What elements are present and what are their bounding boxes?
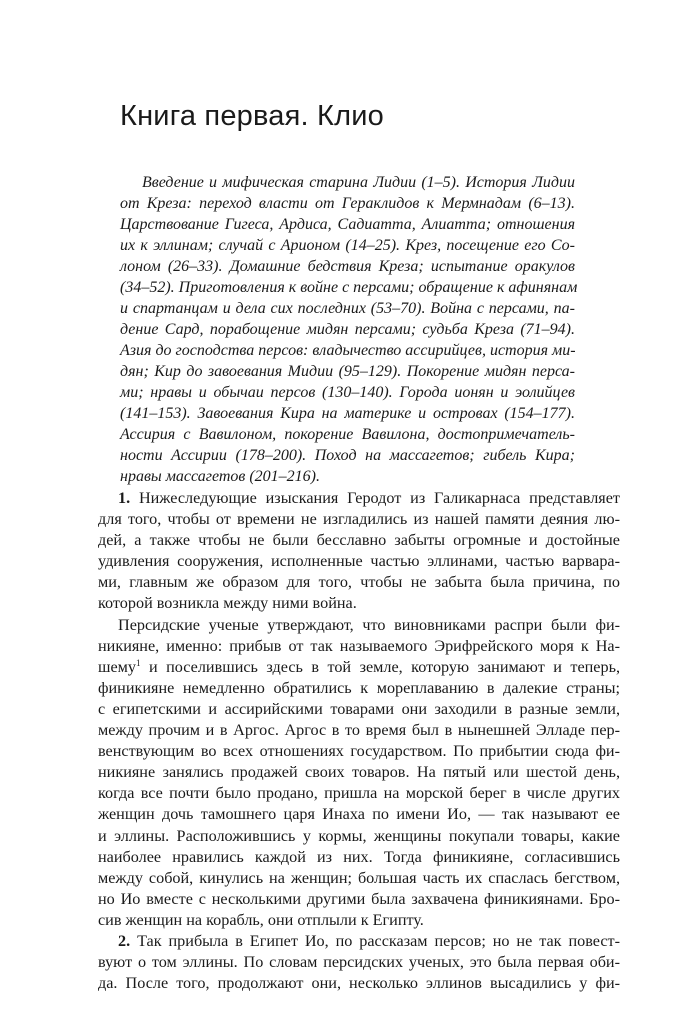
summary-line: дян; Кир до завоевания Мидии (95–129). Покорение мидян перса- — [120, 363, 575, 380]
paragraph-1b-line: шему$^1$ и поселившись здесь в той земле, которую занимают и теперь, — [98, 657, 620, 676]
summary-line: их к эллинам; случай с Арионом (14–25). Крез, посещение его Со- — [120, 237, 575, 254]
paragraph-1-line: удивления сооружения, исполненные частью эллинами, частью варвара- — [98, 552, 620, 571]
summary-line: от Креза: переход власти от Гераклидов к Мермнадам (6–13). — [120, 195, 575, 212]
paragraph-1b-line: никияне занялись продажей своих товаров. На пятый или шестой день, — [98, 763, 620, 782]
summary-line: лоном (26–33). Домашние бедствия Креза; испытание оракулов — [120, 258, 575, 275]
paragraph-1b-line: и эллины. Расположившись у кормы, женщины покупали товары, какие — [98, 826, 620, 845]
paragraph-1b-line: между собой, кинулись на женщин; большая часть их спаслась бегством, — [98, 868, 620, 887]
paragraph-1b-line: с египетскими и ассирийскими товарами они заходили в разные земли, — [98, 699, 620, 718]
page-title: Книга первая. Клио — [120, 100, 384, 132]
paragraph-1b-line: когда все почти было продано, пришла на морской берег в числе других — [98, 784, 620, 803]
summary-line: нравы массагетов (201–216). — [120, 468, 321, 485]
paragraph-2-line: 2. Так прибыла в Египет Ио, по рассказам персов; но не так повест- — [118, 931, 620, 950]
summary-line: Азия до господства персов: владычество ассирийцев, история ми- — [120, 342, 576, 359]
paragraph-1b-line: венствующим во всех отношениях государством. По прибытии сюда фи- — [98, 742, 620, 761]
paragraph-2-line: вуют о том эллины. По словам персидских ученых, это была первая оби- — [98, 953, 620, 972]
paragraph-1b-line: сив женщин на корабль, они отплыли к Египту. — [98, 910, 424, 929]
chapter-summary — [120, 172, 578, 487]
paragraph-number: 1. — [118, 489, 131, 507]
paragraph-1b-line: женщин дочь тамошнего царя Инаха по имени Ио, — так называют ее — [98, 805, 620, 824]
summary-line: Царствование Гигеса, Ардиса, Садиатта, Алиатта; отношения — [120, 216, 575, 233]
paragraph-1-line: 1. Нижеследующие изыскания Геродот из Галикарнаса представляет — [118, 489, 620, 507]
summary-line: ности Ассирии (178–200). Поход на массагетов; гибель Кира; — [120, 447, 575, 464]
summary-line: дение Сард, порабощение мидян персами; судьба Креза (71–94). — [120, 321, 575, 338]
summary-line: и спартанцам и дела сих последних (53–70). Война с персами, па- — [120, 300, 575, 317]
paragraph-1b-line: Персидские ученые утверждают, что виновниками распри были фи- — [118, 615, 620, 634]
paragraph-1-line: которой возникла между ними война. — [98, 594, 357, 613]
paragraph-1b-line: наиболее нравились каждой из них. Тогда финикияне, согласившись — [98, 847, 620, 866]
footnote-mark[interactable]: 1 — [136, 657, 141, 668]
paragraph-1b-line: между прочим и в Аргос. Аргос в то время был в нынешней Элладе пер- — [98, 721, 620, 740]
paragraph-1-line: дей, а также чтобы не были бесславно забыты огромные и достойные — [98, 531, 620, 550]
body-text — [98, 488, 620, 994]
summary-line: Ассирия с Вавилоном, покорение Вавилона, достопримечатель- — [120, 426, 575, 443]
paragraph-number: 2. — [118, 931, 131, 950]
paragraph-1-line: для того, чтобы от времени не изгладились из нашей памяти деяния лю- — [98, 510, 620, 529]
paragraph-2-line: да. После того, продолжают они, несколько эллинов высадились у фи- — [98, 974, 620, 993]
paragraph-1b-line: но Ио вместе с несколькими другими была захвачена финикиянами. Бро- — [98, 889, 620, 908]
paragraph-1b-line: финикияне немедленно обратились к мореплаванию в далекие страны; — [98, 678, 620, 697]
summary-line: ми; нравы и обычаи персов (130–140). Города ионян и эолийцев — [120, 384, 575, 401]
summary-line: Введение и мифическая старина Лидии (1–5). История Лидии — [142, 174, 575, 191]
summary-line: (141–153). Завоевания Кира на материке и островах (154–177). — [120, 405, 575, 422]
summary-line: (34–52). Приготовления к войне с персами; обращение к афинянам — [120, 279, 578, 296]
paragraph-1b-line: никияне, именно: прибыв от так называемого Эрифрейского моря к На- — [98, 636, 620, 655]
paragraph-1-line: ми, главным же образом для того, чтобы не забыта была причина, по — [98, 573, 620, 592]
